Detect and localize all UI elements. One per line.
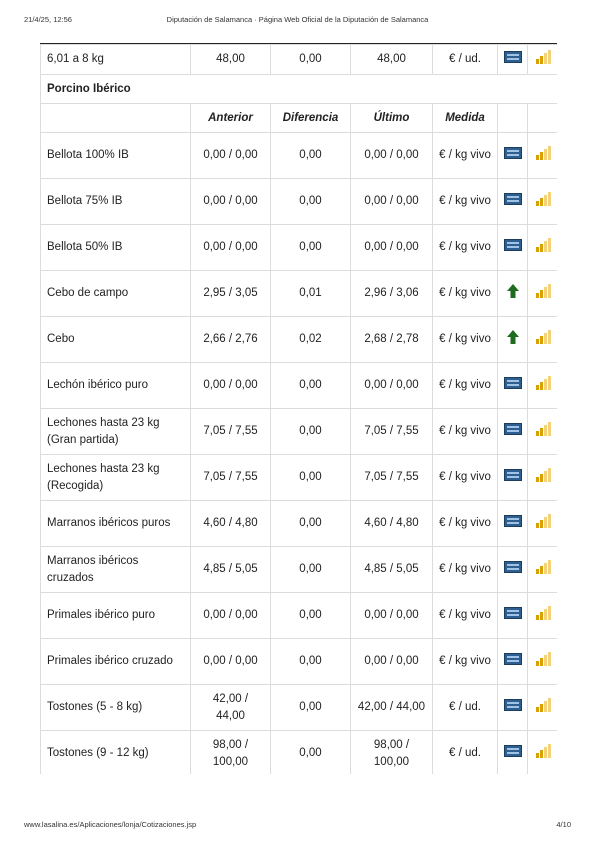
- price-medida: € / kg vivo: [433, 593, 498, 639]
- equal-trend-icon[interactable]: [504, 653, 522, 665]
- price-ultimo: 7,05 / 7,55: [351, 455, 433, 501]
- chart-cell: [528, 639, 558, 685]
- equal-trend-icon[interactable]: [504, 515, 522, 527]
- product-name: Lechón ibérico puro: [41, 363, 191, 409]
- price-ultimo: 42,00 / 44,00: [351, 685, 433, 731]
- price-anterior: 2,66 / 2,76: [191, 317, 271, 363]
- trend-cell: [498, 455, 528, 501]
- chart-cell: [528, 501, 558, 547]
- trend-cell: [498, 593, 528, 639]
- price-diferencia: 0,01: [271, 271, 351, 317]
- chart-cell: [528, 363, 558, 409]
- price-diferencia: 0,02: [271, 317, 351, 363]
- price-diferencia: 0,00: [271, 409, 351, 455]
- trend-cell: [498, 685, 528, 731]
- chart-cell: [528, 685, 558, 731]
- price-medida: € / ud.: [433, 45, 498, 75]
- print-page-title: Diputación de Salamanca · Página Web Oficial de la Diputación de Salamanca: [166, 15, 429, 24]
- product-name: Tostones (5 - 8 kg): [41, 685, 191, 731]
- product-name: 6,01 a 8 kg: [41, 45, 191, 75]
- column-header-chart: [528, 104, 558, 133]
- price-anterior: 0,00 / 0,00: [191, 179, 271, 225]
- trend-cell: [498, 271, 528, 317]
- price-anterior: 98,00 / 100,00: [191, 731, 271, 775]
- table-row: [41, 731, 558, 775]
- column-header-empty: [41, 104, 191, 133]
- price-diferencia: 0,00: [271, 547, 351, 593]
- price-ultimo: 2,68 / 2,78: [351, 317, 433, 363]
- trend-cell: [498, 547, 528, 593]
- table-row: [41, 685, 558, 731]
- price-ultimo: 48,00: [351, 45, 433, 75]
- table-row: [41, 271, 558, 317]
- product-name: Tostones (9 - 12 kg): [41, 731, 191, 775]
- chart-cell: [528, 409, 558, 455]
- table-row: [41, 409, 558, 455]
- bar-chart-icon[interactable]: [535, 330, 551, 344]
- product-name: Cebo: [41, 317, 191, 363]
- chart-cell: [528, 271, 558, 317]
- price-diferencia: 0,00: [271, 455, 351, 501]
- price-anterior: 7,05 / 7,55: [191, 455, 271, 501]
- print-url: www.lasalina.es/Aplicaciones/lonja/Cotizaciones.jsp: [24, 820, 197, 829]
- product-name: Bellota 50% IB: [41, 225, 191, 271]
- price-ultimo: 7,05 / 7,55: [351, 409, 433, 455]
- trend-cell: [498, 409, 528, 455]
- price-medida: € / kg vivo: [433, 271, 498, 317]
- price-anterior: 4,85 / 5,05: [191, 547, 271, 593]
- trend-cell: [498, 363, 528, 409]
- column-header-medida: Medida: [433, 104, 498, 133]
- trend-cell: [498, 45, 528, 75]
- price-anterior: 0,00 / 0,00: [191, 363, 271, 409]
- price-diferencia: 0,00: [271, 501, 351, 547]
- price-ultimo: 0,00 / 0,00: [351, 225, 433, 271]
- table-row: [41, 133, 558, 179]
- price-ultimo: 2,96 / 3,06: [351, 271, 433, 317]
- chart-cell: [528, 179, 558, 225]
- section-title: Porcino Ibérico: [41, 75, 558, 104]
- column-header-anterior: Anterior: [191, 104, 271, 133]
- price-medida: € / kg vivo: [433, 133, 498, 179]
- equal-trend-icon[interactable]: [504, 193, 522, 205]
- price-anterior: 4,60 / 4,80: [191, 501, 271, 547]
- chart-cell: [528, 455, 558, 501]
- product-name: Lechones hasta 23 kg (Recogida): [41, 455, 191, 501]
- price-diferencia: 0,00: [271, 593, 351, 639]
- chart-cell: [528, 547, 558, 593]
- trend-cell: [498, 225, 528, 271]
- price-medida: € / ud.: [433, 685, 498, 731]
- price-diferencia: 0,00: [271, 225, 351, 271]
- chart-cell: [528, 317, 558, 363]
- bar-chart-icon[interactable]: [535, 422, 551, 436]
- column-header-row: [41, 104, 558, 133]
- bar-chart-icon[interactable]: [535, 698, 551, 712]
- product-name: Bellota 75% IB: [41, 179, 191, 225]
- table-row: [41, 501, 558, 547]
- chart-cell: [528, 45, 558, 75]
- equal-trend-icon[interactable]: [504, 745, 522, 757]
- table-row: [41, 639, 558, 685]
- bar-chart-icon[interactable]: [535, 376, 551, 390]
- price-ultimo: 0,00 / 0,00: [351, 179, 433, 225]
- print-datetime: 21/4/25, 12:56: [24, 15, 72, 24]
- price-diferencia: 0,00: [271, 731, 351, 775]
- price-ultimo: 0,00 / 0,00: [351, 133, 433, 179]
- price-ultimo: 0,00 / 0,00: [351, 363, 433, 409]
- price-anterior: 7,05 / 7,55: [191, 409, 271, 455]
- trend-cell: [498, 731, 528, 775]
- table-row: [41, 363, 558, 409]
- price-anterior: 0,00 / 0,00: [191, 225, 271, 271]
- column-header-diferencia: Diferencia: [271, 104, 351, 133]
- price-medida: € / kg vivo: [433, 409, 498, 455]
- chart-cell: [528, 731, 558, 775]
- price-ultimo: 0,00 / 0,00: [351, 639, 433, 685]
- price-anterior: 48,00: [191, 45, 271, 75]
- product-name: Cebo de campo: [41, 271, 191, 317]
- equal-trend-icon[interactable]: [504, 699, 522, 711]
- price-diferencia: 0,00: [271, 363, 351, 409]
- equal-trend-icon[interactable]: [504, 469, 522, 481]
- trend-cell: [498, 639, 528, 685]
- product-name: Primales ibérico puro: [41, 593, 191, 639]
- chart-cell: [528, 225, 558, 271]
- table-row: [41, 179, 558, 225]
- price-diferencia: 0,00: [271, 45, 351, 75]
- column-header-trend: [498, 104, 528, 133]
- bar-chart-icon[interactable]: [535, 514, 551, 528]
- chart-cell: [528, 593, 558, 639]
- trend-cell: [498, 179, 528, 225]
- price-table-container: [40, 44, 557, 774]
- price-medida: € / kg vivo: [433, 639, 498, 685]
- bar-chart-icon[interactable]: [535, 284, 551, 298]
- table-row: [41, 547, 558, 593]
- equal-trend-icon[interactable]: [504, 377, 522, 389]
- price-ultimo: 98,00 / 100,00: [351, 731, 433, 775]
- chart-cell: [528, 133, 558, 179]
- bar-chart-icon[interactable]: [535, 468, 551, 482]
- product-name: Marranos ibéricos puros: [41, 501, 191, 547]
- price-ultimo: 4,85 / 5,05: [351, 547, 433, 593]
- price-anterior: 0,00 / 0,00: [191, 593, 271, 639]
- bar-chart-icon[interactable]: [535, 238, 551, 252]
- price-diferencia: 0,00: [271, 133, 351, 179]
- table-row: [41, 317, 558, 363]
- price-anterior: 0,00 / 0,00: [191, 639, 271, 685]
- bar-chart-icon[interactable]: [535, 652, 551, 666]
- equal-trend-icon[interactable]: [504, 607, 522, 619]
- bar-chart-icon[interactable]: [535, 146, 551, 160]
- bar-chart-icon[interactable]: [535, 744, 551, 758]
- bar-chart-icon[interactable]: [535, 50, 551, 64]
- price-medida: € / kg vivo: [433, 363, 498, 409]
- bar-chart-icon[interactable]: [535, 606, 551, 620]
- product-name: Marranos ibéricos cruzados: [41, 547, 191, 593]
- equal-trend-icon[interactable]: [504, 423, 522, 435]
- price-medida: € / ud.: [433, 731, 498, 775]
- trend-cell: [498, 501, 528, 547]
- bar-chart-icon[interactable]: [535, 192, 551, 206]
- equal-trend-icon[interactable]: [504, 51, 522, 63]
- price-diferencia: 0,00: [271, 685, 351, 731]
- price-diferencia: 0,00: [271, 639, 351, 685]
- price-medida: € / kg vivo: [433, 501, 498, 547]
- table-row: [41, 45, 558, 75]
- price-medida: € / kg vivo: [433, 455, 498, 501]
- equal-trend-icon[interactable]: [504, 239, 522, 251]
- table-row: [41, 225, 558, 271]
- price-medida: € / kg vivo: [433, 225, 498, 271]
- price-anterior: 0,00 / 0,00: [191, 133, 271, 179]
- column-header-ultimo: Último: [351, 104, 433, 133]
- section-header-row: [41, 75, 558, 104]
- table-row: [41, 455, 558, 501]
- up-arrow-icon[interactable]: [507, 284, 519, 298]
- price-diferencia: 0,00: [271, 179, 351, 225]
- trend-cell: [498, 133, 528, 179]
- price-anterior: 2,95 / 3,05: [191, 271, 271, 317]
- product-name: Lechones hasta 23 kg (Gran partida): [41, 409, 191, 455]
- equal-trend-icon[interactable]: [504, 147, 522, 159]
- equal-trend-icon[interactable]: [504, 561, 522, 573]
- price-medida: € / kg vivo: [433, 179, 498, 225]
- price-table: [40, 44, 557, 774]
- table-row: [41, 593, 558, 639]
- page-number: 4/10: [556, 820, 571, 829]
- price-medida: € / kg vivo: [433, 317, 498, 363]
- price-medida: € / kg vivo: [433, 547, 498, 593]
- price-ultimo: 4,60 / 4,80: [351, 501, 433, 547]
- price-anterior: 42,00 / 44,00: [191, 685, 271, 731]
- bar-chart-icon[interactable]: [535, 560, 551, 574]
- price-ultimo: 0,00 / 0,00: [351, 593, 433, 639]
- trend-cell: [498, 317, 528, 363]
- product-name: Bellota 100% IB: [41, 133, 191, 179]
- product-name: Primales ibérico cruzado: [41, 639, 191, 685]
- up-arrow-icon[interactable]: [507, 330, 519, 344]
